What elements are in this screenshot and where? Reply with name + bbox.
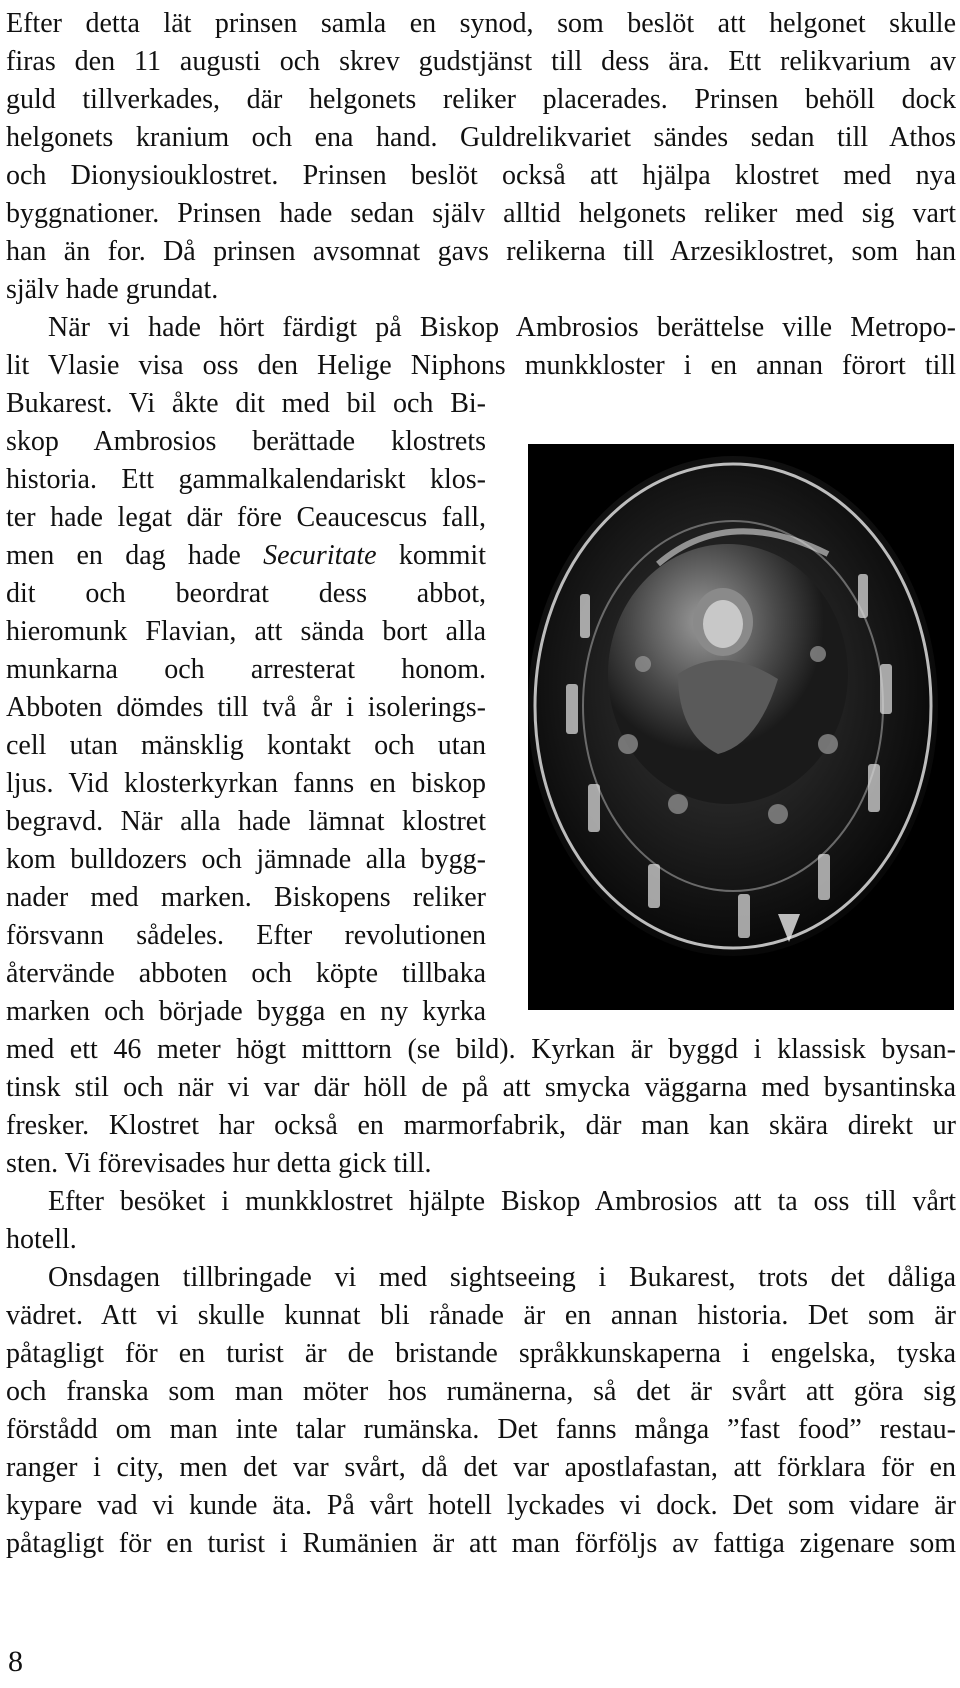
text-segment: kommit [376, 540, 486, 571]
text-line-2: firas den 11 augusti och skrev gudstjänst till dess ära. Ett relikvarium av [6, 46, 956, 77]
text-line-13: historia. Ett gammalkalendariskt klos- [6, 464, 486, 495]
text-line-7: han än for. Då prinsen avsomnat gavs relikerna till Arzesiklostret, som han [6, 236, 956, 267]
text-line-29: tinsk stil och när vi var där höll de på att smycka väggarna med bysantinska [6, 1072, 956, 1103]
text-line-18: munkarna och arresterat honom. [6, 654, 486, 685]
text-line-33: hotell. [6, 1224, 77, 1255]
text-line-6: byggnationer. Prinsen hade sedan själv alltid helgonets reliker med sig vart [6, 198, 956, 229]
text-line-5: och Dionysiouklostret. Prinsen beslöt också att hjälpa klostret med nya [6, 160, 956, 191]
italic-term: Securitate [263, 540, 377, 571]
text-line-23: kom bulldozers och jämnade alla bygg- [6, 844, 486, 875]
text-line-25: försvann sådeles. Efter revolutionen [6, 920, 486, 951]
text-line-8: själv hade grundat. [6, 274, 219, 305]
church-dome-photo [528, 444, 954, 1010]
text-line-39: ranger i city, men det var svårt, då det var apostlafastan, att förklara för en [6, 1452, 956, 1483]
text-line-40: kypare vad vi kunde äta. På vårt hotell lyckades vi dock. Det som vidare är [6, 1490, 956, 1521]
text-line-38: förstådd om man inte talar rumänska. Det fanns många ”fast food” restau- [6, 1414, 956, 1445]
text-line-19: Abboten dömdes till två år i isolerings- [6, 692, 486, 723]
text-line-22: begravd. När alla hade lämnat klostret [6, 806, 486, 837]
text-line-16: dit och beordrat dess abbot, [6, 578, 486, 609]
page-number: 8 [8, 1645, 23, 1678]
text-line-28: med ett 46 meter högt mitttorn (se bild). Kyrkan är byggd i klassisk bysan- [6, 1034, 956, 1065]
text-line-37: och franska som man möter hos rumänerna, så det är svårt att göra sig [6, 1376, 956, 1407]
text-line-11: Bukarest. Vi åkte dit med bil och Bi- [6, 388, 486, 419]
text-line-12: skop Ambrosios berättade klostrets [6, 426, 486, 457]
text-line-35: vädret. Att vi skulle kunnat bli rånade är en annan historia. Det som är [6, 1300, 956, 1331]
text-line-24: nader med marken. Biskopens reliker [6, 882, 486, 913]
text-line-31: sten. Vi förevisades hur detta gick till. [6, 1148, 432, 1179]
text-line-9: När vi hade hört färdigt på Biskop Ambrosios berättelse ville Metropo- [48, 312, 956, 343]
text-line-30: fresker. Klostret har också en marmorfabrik, där man kan skära direkt ur [6, 1110, 956, 1141]
dome-image [528, 444, 954, 1010]
text-line-1: Efter detta lät prinsen samla en synod, som beslöt att helgonet skulle [6, 8, 956, 39]
text-line-34: Onsdagen tillbringade vi med sightseeing i Bukarest, trots det dåliga [48, 1262, 956, 1293]
text-line-41: påtagligt för en turist i Rumänien är att man förföljs av fattiga zigenare som [6, 1528, 956, 1559]
text-line-15 [6, 537, 486, 575]
text-line-3: guld tillverkades, där helgonets reliker placerades. Prinsen behöll dock [6, 84, 956, 115]
text-line-14: ter hade legat där före Ceaucescus fall, [6, 502, 486, 533]
document-page [6, 0, 956, 1688]
text-line-21: ljus. Vid klosterkyrkan fanns en biskop [6, 768, 486, 799]
text-segment: men en dag hade [6, 540, 264, 571]
text-line-36: påtagligt för en turist är de bristande språkkunskaperna i engelska, tyska [6, 1338, 956, 1369]
text-line-10: lit Vlasie visa oss den Helige Niphons munkkloster i en annan förort till [6, 350, 956, 381]
text-line-17: hieromunk Flavian, att sända bort alla [6, 616, 486, 647]
text-line-32: Efter besöket i munkklostret hjälpte Biskop Ambrosios att ta oss till vårt [48, 1186, 956, 1217]
text-line-20: cell utan mänsklig kontakt och utan [6, 730, 486, 761]
text-line-26: återvände abboten och köpte tillbaka [6, 958, 486, 989]
text-line-4: helgonets kranium och ena hand. Guldrelikvariet sändes sedan till Athos [6, 122, 956, 153]
text-line-27: marken och började bygga en ny kyrka [6, 996, 486, 1027]
